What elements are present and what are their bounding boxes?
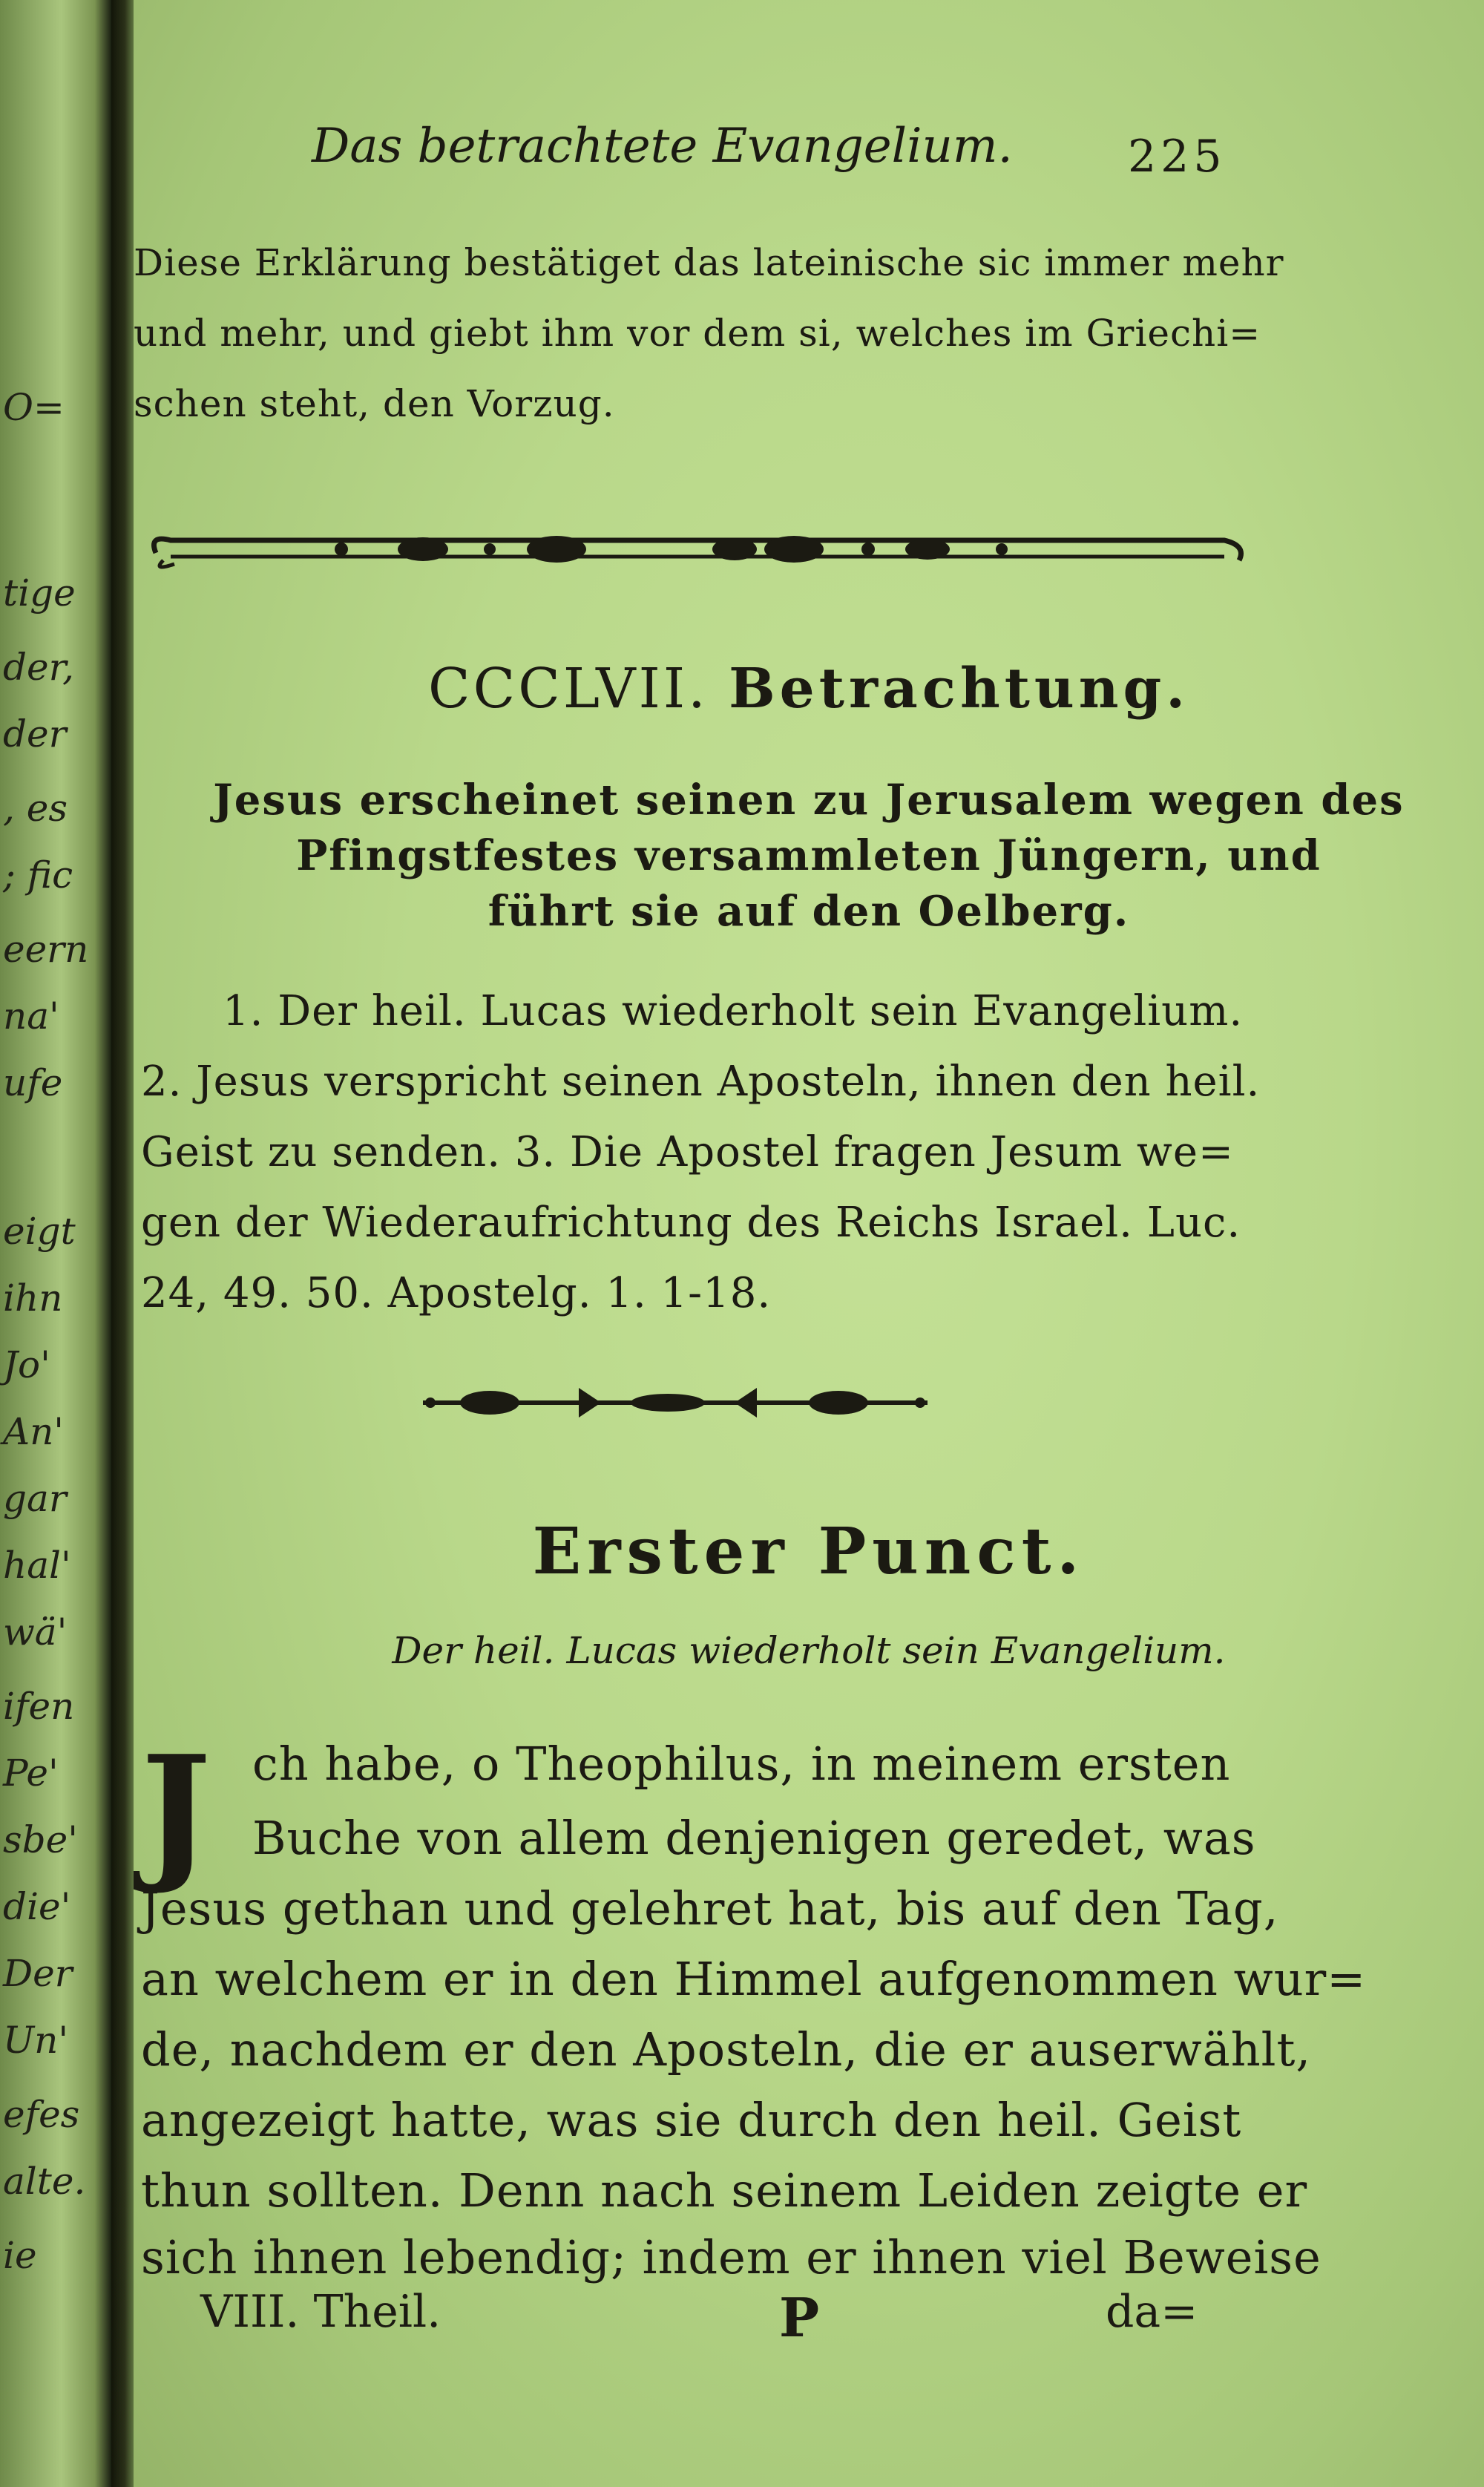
margin-fragment: na' bbox=[3, 995, 59, 1038]
meditation-subtitle-line: Jesus erscheinet seinen zu Jerusalem wegen des bbox=[213, 776, 1405, 825]
book-gutter bbox=[111, 0, 134, 2487]
summary-line: 2. Jesus verspricht seinen Aposteln, ihnen den heil. bbox=[141, 1058, 1261, 1106]
margin-fragment: hal' bbox=[3, 1544, 71, 1587]
intro-line: Diese Erklärung bestätiget das lateinische sic immer mehr bbox=[134, 241, 1284, 284]
margin-fragment: ifen bbox=[3, 1685, 75, 1728]
meditation-subtitle-line: Pfingstfestes versammleten Jüngern, und bbox=[296, 831, 1322, 880]
margin-fragment: der, bbox=[3, 646, 74, 689]
margin-fragment: Un' bbox=[3, 2019, 69, 2062]
intro-line: schen steht, den Vorzug. bbox=[134, 382, 615, 425]
margin-fragment: An' bbox=[3, 1410, 65, 1453]
summary-line: 24, 49. 50. Apostelg. 1. 1-18. bbox=[141, 1269, 772, 1317]
margin-fragment: ie bbox=[3, 2234, 37, 2277]
margin-fragment: Pe' bbox=[3, 1752, 59, 1795]
body-line: sich ihnen lebendig; indem er ihnen viel Beweise bbox=[141, 2230, 1322, 2284]
margin-fragment: die' bbox=[3, 1885, 71, 1928]
margin-fragment: tige bbox=[3, 571, 76, 615]
margin-fragment: der bbox=[3, 712, 67, 756]
margin-fragment: ufe bbox=[3, 1061, 63, 1104]
margin-fragment: gar bbox=[3, 1477, 67, 1520]
body-line: de, nachdem er den Aposteln, die er auserwählt, bbox=[141, 2022, 1312, 2077]
intro-line: und mehr, und giebt ihm vor dem si, welches im Griechi= bbox=[134, 312, 1261, 355]
signature-mark: P bbox=[779, 2286, 820, 2349]
margin-fragment: Der bbox=[3, 1952, 73, 1995]
margin-fragment: alte. bbox=[3, 2160, 86, 2203]
margin-fragment: eigt bbox=[3, 1210, 76, 1253]
summary-line: gen der Wiederaufrichtung des Reichs Israel. Luc. bbox=[141, 1199, 1241, 1247]
volume-mark: VIII. Theil. bbox=[200, 2286, 441, 2338]
body-line: an welchem er in den Himmel aufgenommen wur= bbox=[141, 1952, 1367, 2006]
ornamental-rule-top bbox=[141, 520, 1254, 579]
page-number: 225 bbox=[1128, 131, 1227, 183]
margin-fragment: efes bbox=[3, 2093, 80, 2136]
margin-fragment: eern bbox=[3, 928, 89, 971]
summary-line: Geist zu senden. 3. Die Apostel fragen Jesum we= bbox=[141, 1128, 1234, 1176]
body-line: Buche von allem denjenigen geredet, was bbox=[252, 1811, 1256, 1865]
margin-fragment: ihn bbox=[3, 1277, 63, 1320]
meditation-heading bbox=[134, 657, 1484, 721]
margin-fragment: ; fic bbox=[3, 853, 73, 897]
margin-fragment: , es bbox=[3, 787, 68, 830]
body-line: thun sollten. Denn nach seinem Leiden zeigte er bbox=[141, 2163, 1308, 2218]
meditation-number: CCCLVII. bbox=[427, 657, 709, 721]
point-subtitle: Der heil. Lucas wiederholt sein Evangelium. bbox=[392, 1629, 1226, 1672]
ornamental-divider bbox=[408, 1380, 942, 1425]
running-head: Das betrachtete Evangelium. bbox=[312, 119, 1013, 174]
catchword: da= bbox=[1106, 2286, 1198, 2338]
meditation-word: Betrachtung. bbox=[729, 657, 1190, 721]
margin-fragment: Jo' bbox=[3, 1343, 50, 1386]
point-title: Erster Punct. bbox=[532, 1514, 1086, 1589]
facing-page-edge bbox=[0, 0, 111, 2487]
margin-fragment: O= bbox=[3, 386, 65, 429]
book-page bbox=[134, 0, 1484, 2487]
drop-cap: J bbox=[141, 1723, 211, 1898]
body-line: angezeigt hatte, was sie durch den heil. Geist bbox=[141, 2093, 1242, 2147]
body-line: ch habe, o Theophilus, in meinem ersten bbox=[252, 1737, 1231, 1791]
margin-fragment: wä' bbox=[3, 1611, 68, 1654]
margin-fragment: sbe' bbox=[3, 1818, 79, 1861]
meditation-subtitle-line: führt sie auf den Oelberg. bbox=[487, 887, 1130, 936]
body-line: Jesus gethan und gelehret hat, bis auf den Tag, bbox=[141, 1881, 1279, 1936]
summary-line: 1. Der heil. Lucas wiederholt sein Evangelium. bbox=[223, 987, 1244, 1035]
